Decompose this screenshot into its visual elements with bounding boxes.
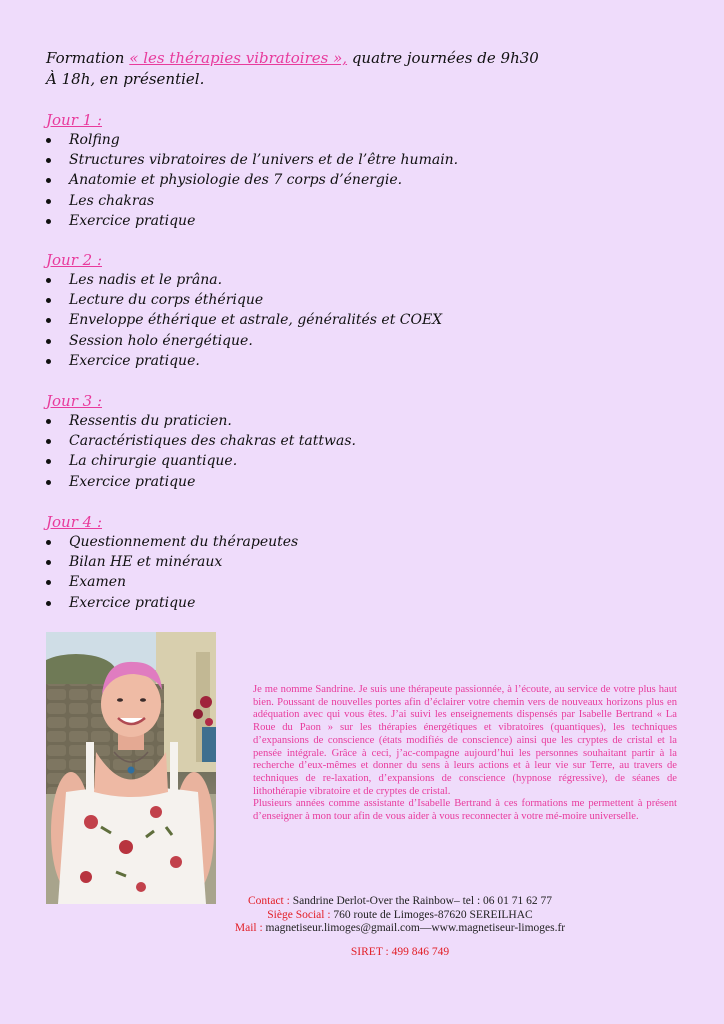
siege-label: Siège Social : [267, 908, 334, 921]
list-item-text: Exercice pratique [69, 212, 196, 229]
list-item [46, 290, 686, 310]
list-item [46, 150, 686, 170]
list-item-text: Exercice pratique [69, 594, 196, 611]
contact-block [150, 895, 650, 936]
list-item [46, 411, 686, 431]
mail-value[interactable]: magnetiseur.limoges@gmail.com—www.magnetiseur-limoges.fr [265, 922, 566, 935]
day-1-list [46, 130, 686, 231]
bullet-icon [46, 601, 51, 606]
bullet-icon [46, 580, 51, 585]
intro-text [46, 48, 686, 90]
list-item [46, 211, 686, 231]
list-item-text: Questionnement du thérapeutes [69, 534, 299, 550]
siege-value: 760 route de Limoges-87620 SEREILHAC [333, 908, 533, 921]
intro-prefix: Formation [46, 49, 130, 67]
list-item-text: Les chakras [69, 192, 155, 209]
portrait-photo [46, 632, 216, 904]
list-item [46, 552, 686, 572]
mail-line [150, 922, 650, 936]
bullet-icon [46, 459, 51, 464]
bullet-icon [46, 540, 51, 545]
day-3-list [46, 411, 686, 492]
list-item-text: Caractéristiques des chakras et tattwas. [69, 433, 356, 450]
day-2-title: Jour 2 : [46, 251, 103, 269]
bullet-icon [46, 439, 51, 444]
list-item-text: Lecture du corps éthérique [69, 292, 264, 309]
contact-label: Contact : [247, 895, 293, 907]
bullet-icon [46, 199, 51, 204]
siret-number: SIRET : 499 846 749 [350, 946, 450, 958]
list-item-text: Examen [69, 574, 127, 591]
list-item-text: La chirurgie quantique. [69, 453, 238, 470]
bio-text [253, 684, 677, 824]
bio-paragraph-1: Je me nomme Sandrine. Je suis une thérapeute passionnée, à l’écoute, au service de votre plus haut bien. Poussant de nouvelles portes afin d’éclairer votre chemin vers de nouveaux horizons plus en adéquation avec qui vous êtes. J’ai suivi les enseignements dispensés par Isabelle Bertrand « La Roue du Paon » sur les thérapies énergétiques et vibratoires (quantiques), les techniques d’expansions de conscience (états modifiés de conscience) ainsi que les cryptes de cristal et la pensée intégrale. Grâce à ceci, j’ac-compagne aujourd’hui les personnes souhaitant partir à la recherche d’eux-mêmes et donner du sens à leurs actions et à leur vie sur Terre, au travers de techniques de re-laxation, d’expansions de conscience (hypnose régressive), de séanes de lithothérapie vibratoire et de cryptes de cristal. [253, 684, 677, 797]
bio-paragraph-2: Plusieurs années comme assistante d’Isabelle Bertrand à ces formations me permettent à présent d’enseigner à mon tour afin de vous aider à vous reconnecter à votre mé-moire universelle. [253, 798, 677, 823]
bullet-icon [46, 298, 51, 303]
siege-line [150, 909, 650, 923]
list-item-text: Session holo énergétique. [69, 332, 253, 349]
list-item [46, 130, 686, 150]
list-item [46, 310, 686, 330]
list-item [46, 472, 686, 492]
list-item [46, 572, 686, 592]
bullet-icon [46, 278, 51, 283]
intro-highlight: « les thérapies vibratoires », [129, 49, 348, 67]
list-item-text: Anatomie et physiologie des 7 corps d’énergie. [69, 172, 403, 189]
list-item-text: Bilan HE et minéraux [69, 554, 223, 571]
day-2-list [46, 270, 686, 371]
contact-line [150, 895, 650, 909]
bullet-icon [46, 138, 51, 143]
list-item [46, 331, 686, 351]
day-3-title: Jour 3 : [46, 392, 103, 410]
bullet-icon [46, 178, 51, 183]
list-item [46, 270, 686, 290]
list-item-text: Rolfing [69, 132, 120, 148]
bullet-icon [46, 219, 51, 224]
bullet-icon [46, 318, 51, 323]
day-1-title: Jour 1 : [46, 111, 103, 129]
list-item [46, 532, 686, 552]
list-item-text: Enveloppe éthérique et astrale, généralités et COEX [69, 312, 443, 329]
day-2-section [46, 250, 686, 371]
bullet-icon [46, 158, 51, 163]
list-item [46, 170, 686, 190]
list-item-text: Les nadis et le prâna. [69, 272, 223, 288]
day-4-title: Jour 4 : [46, 513, 103, 531]
list-item-text: Structures vibratoires de l’univers et de l’être humain. [69, 152, 459, 169]
list-item [46, 431, 686, 451]
list-item [46, 191, 686, 211]
day-1-section [46, 110, 686, 231]
contact-value: Sandrine Derlot-Over the Rainbow– tel : 06 01 71 62 77 [292, 895, 553, 907]
intro-line2: À 18h, en présentiel. [46, 70, 205, 88]
list-item [46, 593, 686, 613]
day-3-section [46, 391, 686, 492]
mail-label: Mail : [234, 922, 266, 935]
list-item-text: Ressentis du praticien. [69, 413, 232, 429]
portrait-illustration [46, 632, 216, 904]
list-item [46, 351, 686, 371]
intro-suffix: quatre journées de 9h30 [347, 49, 539, 67]
list-item [46, 451, 686, 471]
day-4-list [46, 532, 686, 613]
bullet-icon [46, 560, 51, 565]
bullet-icon [46, 339, 51, 344]
list-item-text: Exercice pratique [69, 473, 196, 490]
bullet-icon [46, 419, 51, 424]
day-4-section [46, 512, 686, 613]
bullet-icon [46, 480, 51, 485]
bullet-icon [46, 359, 51, 364]
list-item-text: Exercice pratique. [69, 352, 200, 369]
